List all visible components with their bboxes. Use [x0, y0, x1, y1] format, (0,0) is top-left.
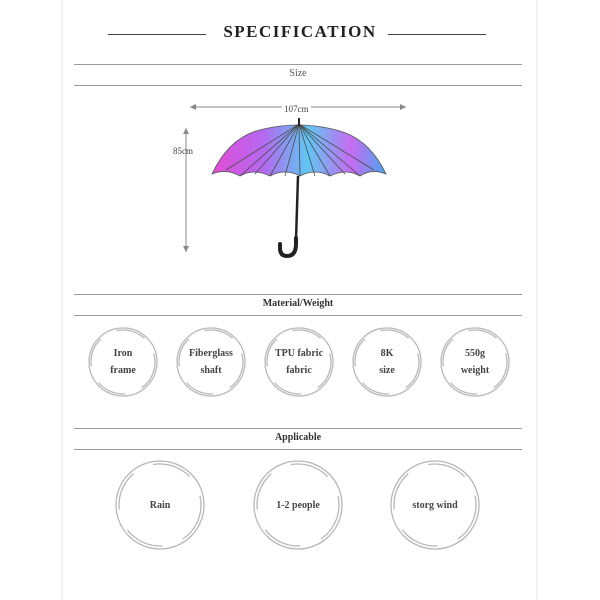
material-line2: fabric	[286, 365, 312, 376]
material-band	[74, 294, 522, 316]
applicable-text: Rain	[149, 500, 171, 511]
material-line2: weight	[460, 365, 490, 376]
applicable-band	[74, 428, 522, 450]
material-item-fiberglass-shaft	[177, 328, 245, 396]
material-line2: size	[379, 365, 395, 376]
material-item-size	[353, 328, 421, 396]
material-line1: 550g	[465, 348, 485, 359]
material-line1: 8K	[380, 348, 394, 359]
applicable-item-rain	[116, 461, 204, 549]
applicable-item-wind	[391, 461, 479, 549]
material-line1: Fiberglass	[189, 348, 233, 359]
page-title: SPECIFICATION	[223, 22, 377, 41]
material-line2: shaft	[200, 365, 222, 376]
material-item-tpu-fabric	[265, 328, 333, 396]
applicable-item-people	[254, 461, 342, 549]
size-label: Size	[289, 68, 307, 79]
material-line2: frame	[110, 365, 136, 376]
applicable-label: Applicable	[274, 432, 322, 443]
applicable-text: storg wind	[412, 500, 458, 511]
width-dimension: 107cm	[284, 104, 309, 114]
material-line1: TPU fabric	[274, 348, 324, 359]
height-dimension: 85cm	[173, 146, 193, 156]
material-item-weight	[441, 328, 509, 396]
material-label: Material/Weight	[262, 298, 334, 309]
material-item-iron-frame	[89, 328, 157, 396]
material-line1: Iron	[113, 348, 133, 359]
applicable-text: 1-2 people	[276, 500, 320, 511]
